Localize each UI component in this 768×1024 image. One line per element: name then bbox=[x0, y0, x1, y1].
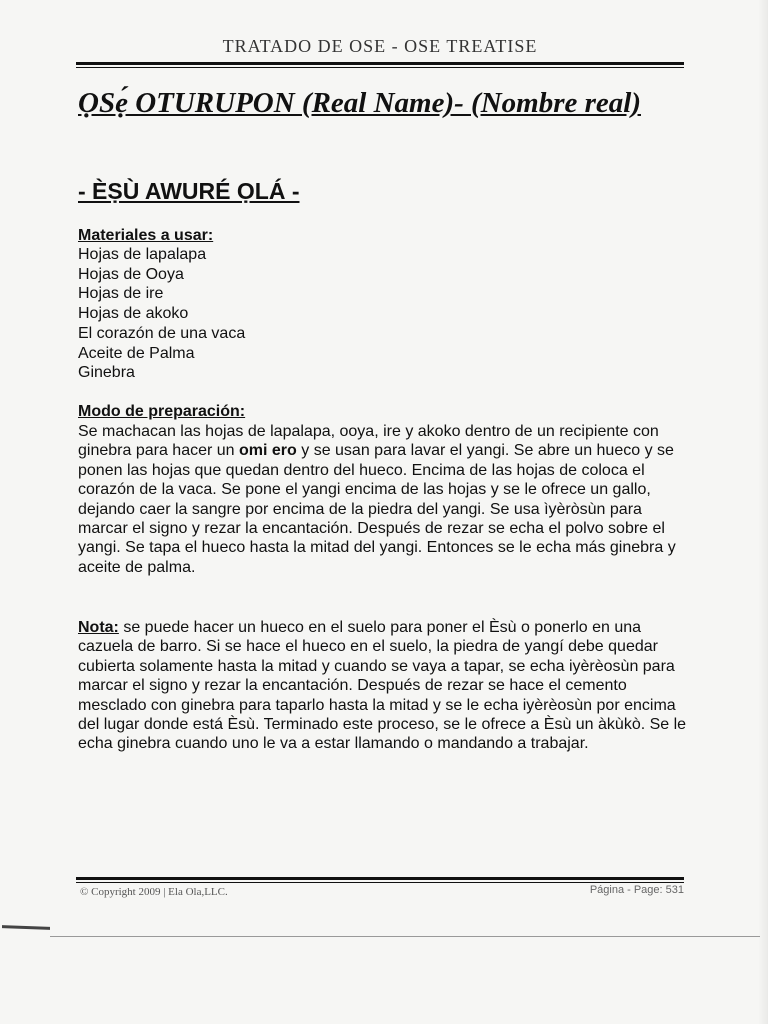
page-number: Página - Page: 531 bbox=[589, 884, 684, 896]
page-title: ỌSẹ́ OTURUPON (Real Name)- (Nombre real) bbox=[78, 87, 641, 119]
note-text: se puede hacer un hueco en el suelo para poner el Èsù o ponerlo en una cazuela de barro. Si se hace el hueco en el suelo, la piedra de yangí debe quedar cubierta solamente hasta la mitad y cuando se vaya a tapar, se echa iyèrèosùn para marcar el signo y rezar la encantación. Después de rezar se hace el cemento mesclado con ginebra para taparlo hasta la mitad y se le echa iyèrèosùn por encima del lugar donde está Èsù. Terminado este proceso, se le ofrece a Èsù un àkùkò. Se le echa ginebra cuando uno le va a estar llamando o mandando a trabajar. bbox=[78, 619, 687, 753]
header-rule-thin bbox=[76, 67, 684, 68]
page-edge-shadow bbox=[758, 0, 768, 1024]
note-label: Nota: bbox=[78, 619, 119, 636]
list-item: Hojas de akoko bbox=[78, 305, 189, 323]
materials-heading: Materiales a usar: bbox=[78, 227, 214, 244]
preparation-text-2: y se usan para lavar el yangi. Se abre un hueco y se ponen las hojas que quedan dentro del hueco. Encima de las hojas de coloca el corazón de la vaca. Se pone el yangi encima de las hojas y se le ofrece un gallo, dejando caer la sangre por encima de la piedra del yangi. Se usa ìyèròsùn para marcar el signo y rezar la encantación. Después de rezar se echa el polvo sobre el yangi. Se tapa el hueco hasta la mitad del yangi. Entonces se le echa más ginebra y aceite de palma. bbox=[78, 442, 676, 576]
preparation-paragraph bbox=[78, 422, 690, 577]
list-item: El corazón de una vaca bbox=[78, 324, 246, 342]
preparation-text-1: Se machacan las hojas de lapalapa, ooya, ire y akoko dentro de un recipiente con ginebra para hacer un bbox=[78, 423, 659, 460]
list-item: Ginebra bbox=[78, 364, 135, 382]
running-header: TRATADO DE OSE - OSE TREATISE bbox=[222, 36, 538, 56]
materials-list bbox=[78, 245, 245, 383]
list-item: Hojas de lapalapa bbox=[78, 246, 207, 263]
preparation-heading: Modo de preparación: bbox=[78, 403, 246, 420]
footer-rule-thin bbox=[76, 882, 684, 883]
scan-artifact-mark bbox=[2, 925, 50, 930]
preparation-bold-term: omi ero bbox=[239, 442, 297, 460]
section-subtitle: - ÈṢÙ AWURÉ ỌLÁ - bbox=[78, 178, 300, 204]
note-paragraph bbox=[78, 618, 690, 754]
copyright-footer: © Copyright 2009 | Ela Ola,LLC. bbox=[80, 886, 228, 898]
list-item: Hojas de ire bbox=[78, 285, 164, 303]
header-rule-thick bbox=[76, 62, 684, 65]
footer-rule-thick bbox=[76, 877, 684, 880]
list-item: Hojas de Ooya bbox=[78, 265, 184, 283]
list-item: Aceite de Palma bbox=[78, 344, 195, 362]
scan-artifact-line bbox=[50, 936, 760, 937]
